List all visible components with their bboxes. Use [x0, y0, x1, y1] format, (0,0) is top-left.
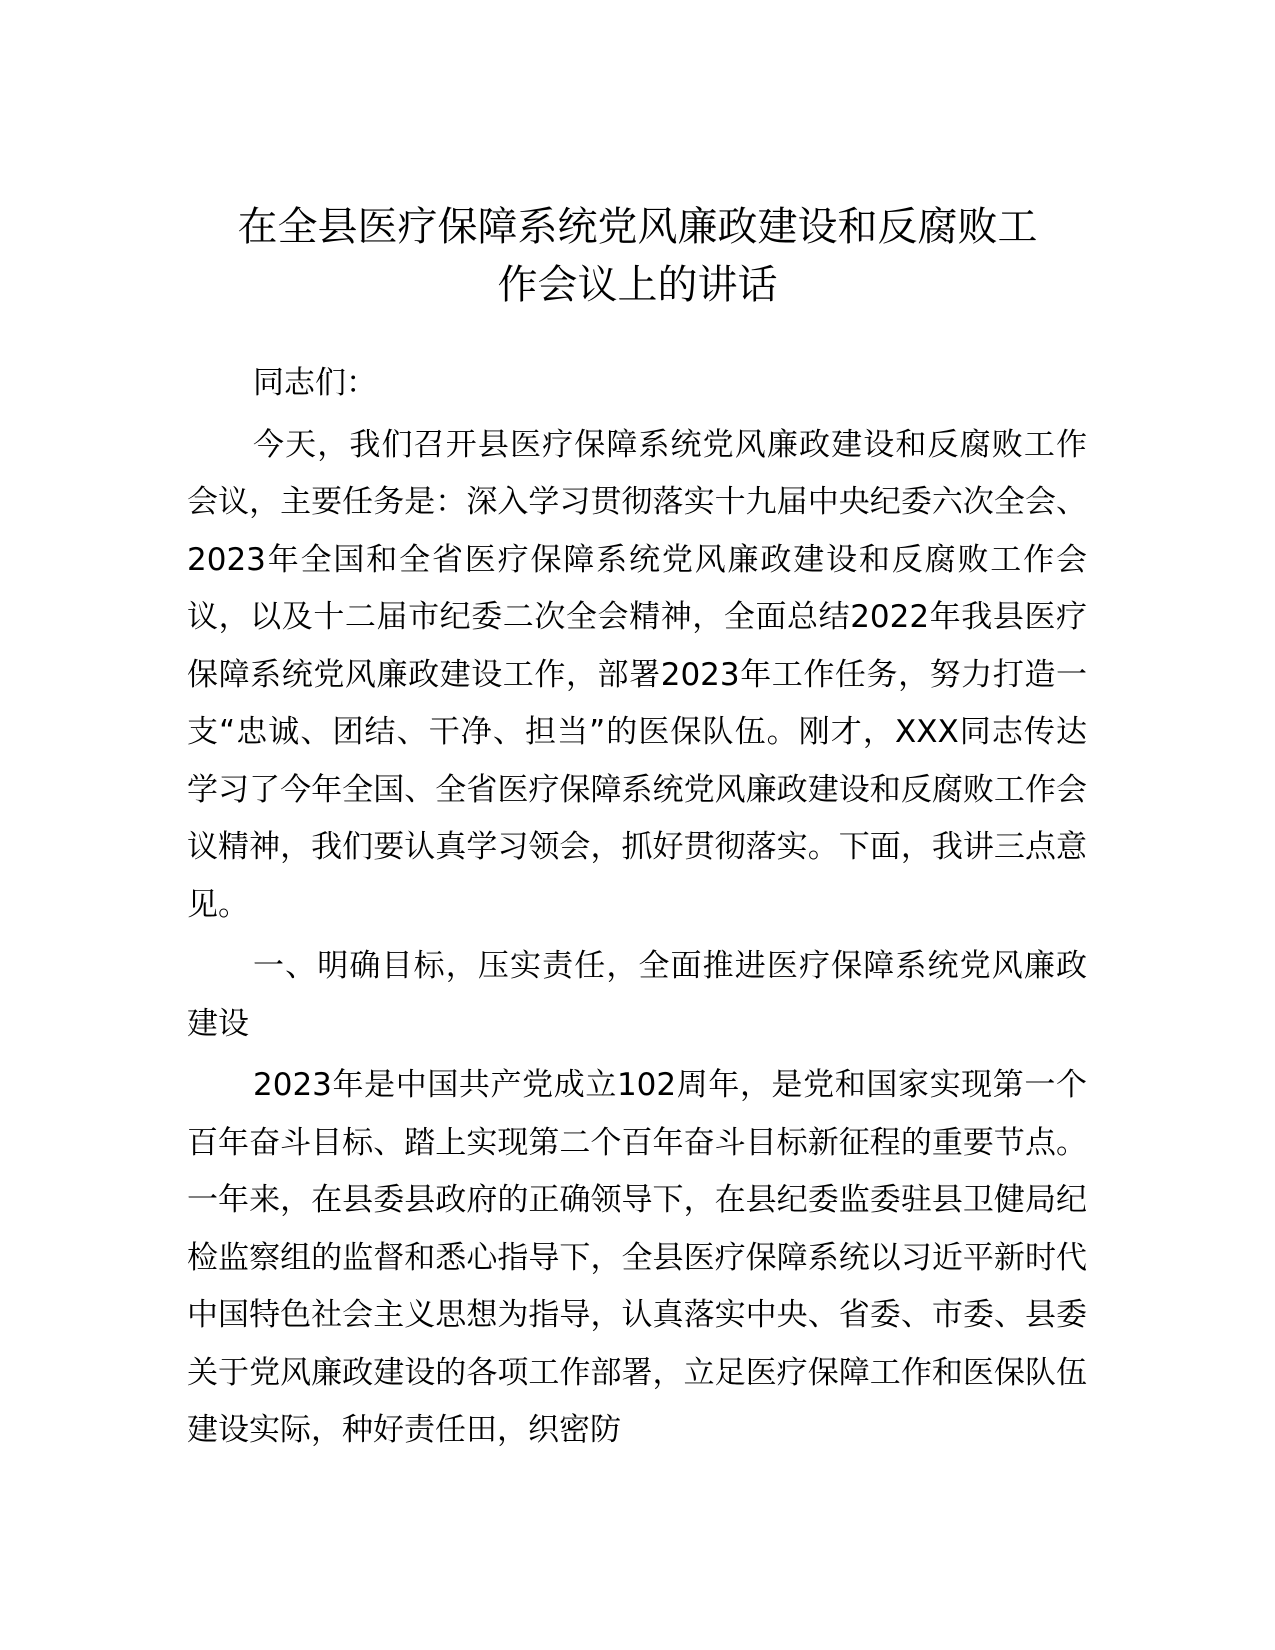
document-body — [187, 355, 1087, 1464]
document-title — [150, 198, 1125, 314]
title-line-2: 作会议上的讲话 — [497, 262, 778, 308]
paragraph-intro: 今天，我们召开县医疗保障系统党风廉政建设和反腐败工作会议，主要任务是：深入学习贯彻落实十九届中央纪委六次全会、2023年全国和全省医疗保障系统党风廉政建设和反腐败工作会议，以及十二届市纪委二次全会精神，全面总结2022年我县医疗保障系统党风廉政建设工作，部署2023年工作任务，努力打造一支“忠诚、团结、干净、担当”的医保队伍。刚才，XXX同志传达学习了今年全国、全省医疗保障系统党风廉政建设和反腐败工作会议精神，我们要认真学习领会，抓好贯彻落实。下面，我讲三点意见。 — [187, 426, 1087, 923]
salutation: 同志们： — [253, 365, 377, 401]
section-heading-1: 一、明确目标，压实责任，全面推进医疗保障系统党风廉政建设 — [187, 948, 1087, 1042]
paragraph-review: 2023年是中国共产党成立102周年，是党和国家实现第一个百年奋斗目标、踏上实现第二个百年奋斗目标新征程的重要节点。一年来，在县委县政府的正确领导下，在县纪委监委驻县卫健局纪检监察组的监督和悉心指导下，全县医疗保障系统以习近平新时代中国特色社会主义思想为指导，认真落实中央、省委、市委、县委关于党风廉政建设的各项工作部署，立足医疗保障工作和医保队伍建设实际，种好责任田，织密防 — [187, 1067, 1087, 1448]
title-line-1: 在全县医疗保障系统党风廉政建设和反腐败工 — [237, 204, 1038, 250]
